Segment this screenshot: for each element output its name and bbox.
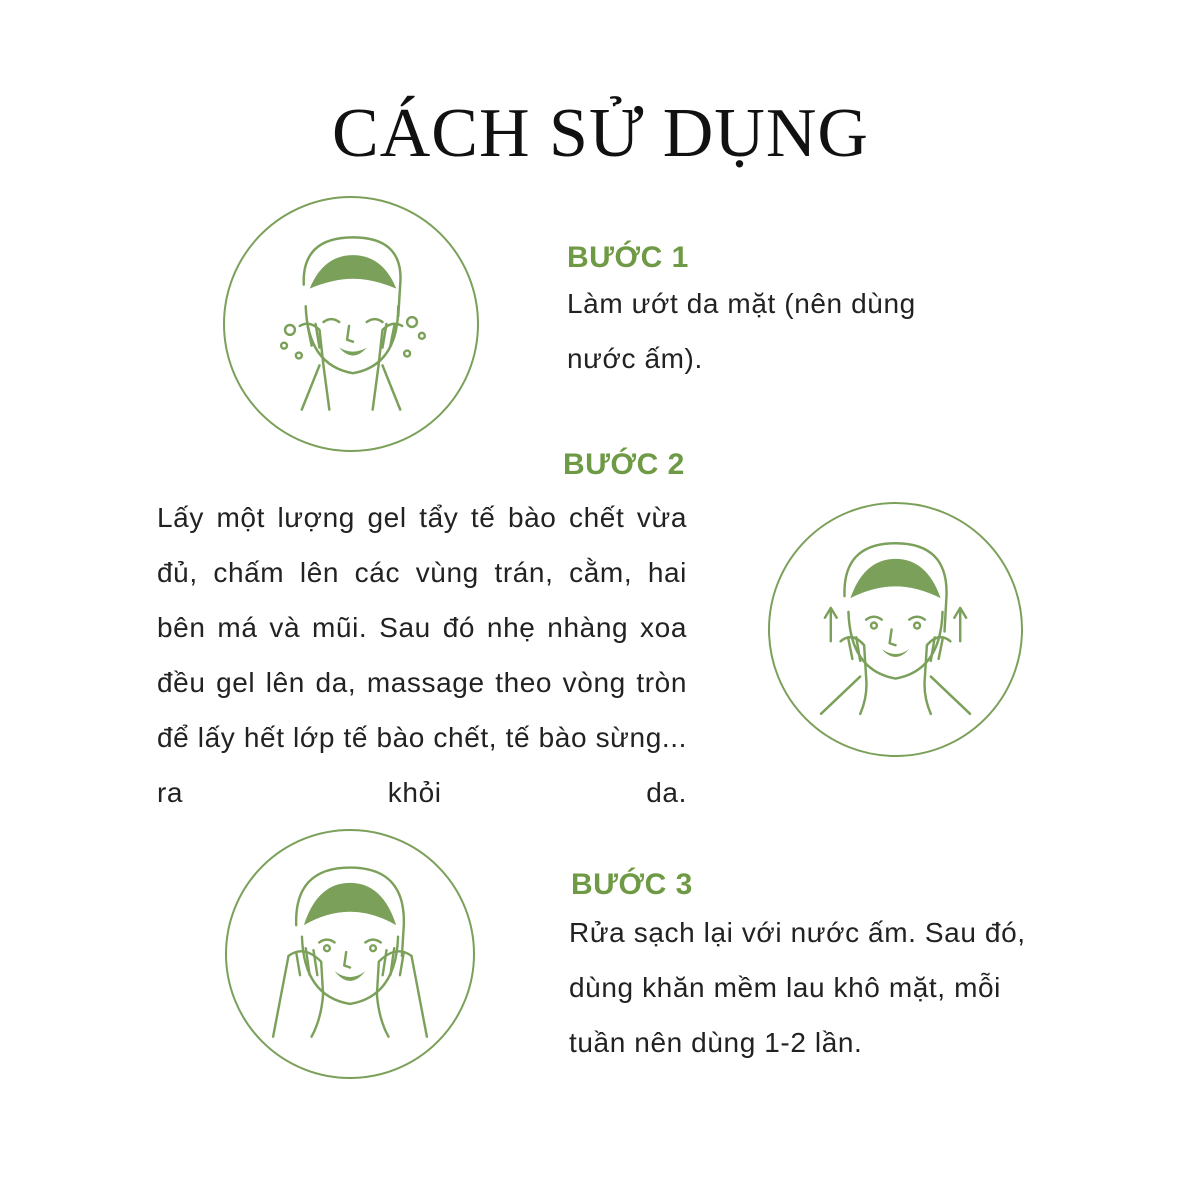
step-3-text: Rửa sạch lại với nước ấm. Sau đó, dùng khăn mềm lau khô mặt, mỗi tuần nên dùng 1-2 lần. bbox=[569, 917, 1026, 1058]
step-1-text: Làm ướt da mặt (nên dùng nước ấm). bbox=[567, 288, 916, 374]
step-2-label: BƯỚC 2 bbox=[563, 448, 685, 481]
face-wash-icon bbox=[225, 198, 477, 450]
face-massage-icon bbox=[770, 504, 1021, 755]
step-1-illustration bbox=[223, 196, 479, 452]
step-2-text: Lấy một lượng gel tẩy tế bào chết vừa đủ, chấm lên các vùng trán, cằm, hai bên má và mũi. Sau đó nhẹ nhàng xoa đều gel lên da, massage theo vòng tròn để lấy hết lớp tế bào chết, tế bào sừng... ra khỏi da. bbox=[157, 502, 687, 808]
step-3-label: BƯỚC 3 bbox=[571, 868, 693, 901]
page-title: CÁCH SỬ DỤNG bbox=[332, 95, 869, 172]
step-3-illustration bbox=[225, 829, 475, 1079]
face-rinse-icon bbox=[227, 831, 473, 1077]
step-2-illustration bbox=[768, 502, 1023, 757]
step-1-label: BƯỚC 1 bbox=[567, 241, 689, 274]
